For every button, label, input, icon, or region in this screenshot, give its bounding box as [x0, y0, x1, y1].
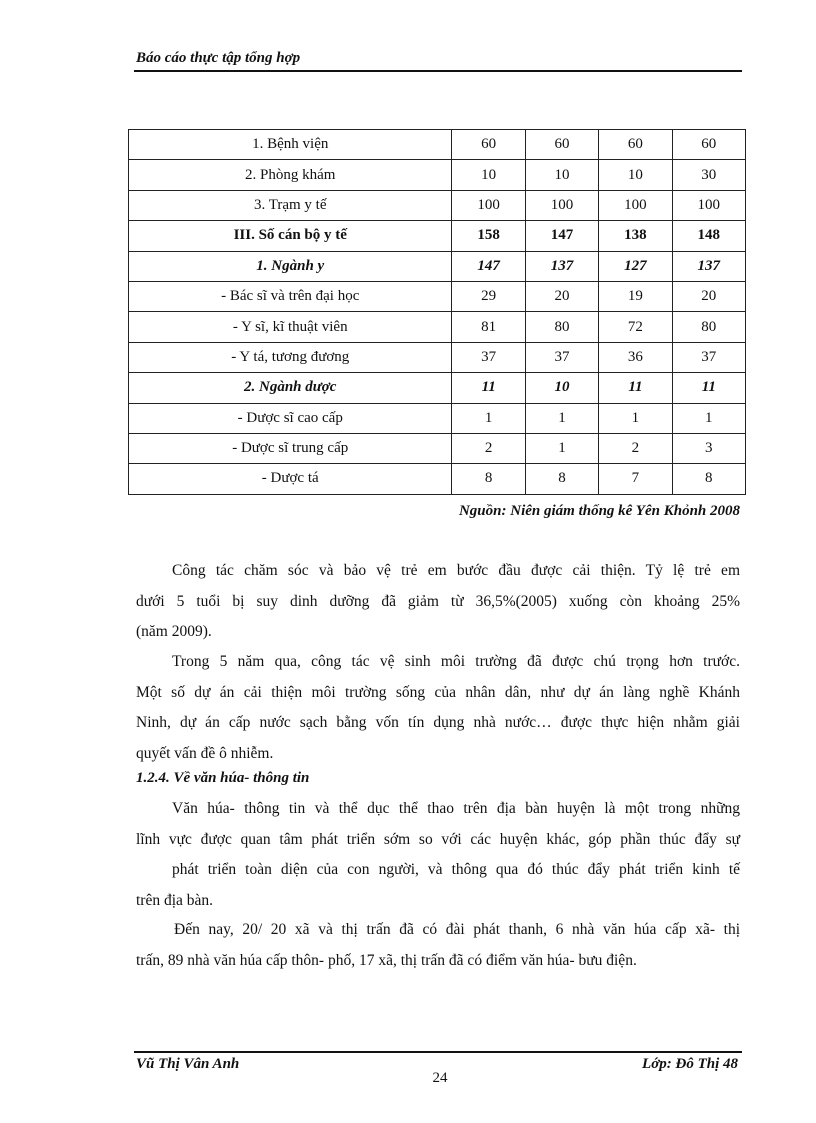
footer-author: Vũ Thị Vân Anh — [136, 1056, 240, 1072]
paragraph-child-care — [136, 556, 740, 648]
paragraph-line: dưới 5 tuổi bị suy dinh dưỡng đã giảm từ 36,5%(2005) xuống còn khoảng 25% — [136, 592, 740, 610]
row-value: 8 — [525, 464, 598, 494]
row-value: 37 — [525, 342, 598, 372]
row-label: - Y sĩ, kĩ thuật viên — [129, 312, 452, 342]
table-row — [129, 281, 746, 311]
row-value: 147 — [525, 221, 598, 251]
row-value: 100 — [599, 190, 672, 220]
row-value: 1 — [599, 403, 672, 433]
row-value: 127 — [599, 251, 672, 281]
paragraph-line: (năm 2009). — [136, 623, 212, 640]
row-label: - Dược sĩ trung cấp — [129, 433, 452, 463]
table-row — [129, 312, 746, 342]
paragraph-line: Một số dự án cải thiện môi trường sống của nhân dân, như dự án làng nghề Khánh — [136, 683, 740, 701]
paragraph-line: Công tác chăm sóc và bảo vệ trẻ em bước đầu được cải thiện. Tỷ lệ trẻ em — [172, 562, 740, 579]
row-value: 80 — [525, 312, 598, 342]
paragraph-line: Đến nay, 20/ 20 xã và thị trấn đã có đài phát thanh, 6 nhà văn húa cấp xã- thị — [174, 921, 740, 938]
row-label: - Bác sĩ và trên đại học — [129, 281, 452, 311]
table-row — [129, 221, 746, 251]
row-value: 100 — [525, 190, 598, 220]
row-value: 158 — [452, 221, 525, 251]
row-value: 11 — [672, 373, 745, 403]
paragraph-culture — [136, 794, 740, 916]
table-row — [129, 433, 746, 463]
health-statistics-table — [128, 129, 746, 495]
row-value: 60 — [452, 130, 525, 160]
row-value: 1 — [452, 403, 525, 433]
row-label: 2. Ngành dược — [129, 373, 452, 403]
row-value: 37 — [452, 342, 525, 372]
table-row — [129, 130, 746, 160]
row-value: 10 — [525, 373, 598, 403]
table-row — [129, 403, 746, 433]
row-value: 36 — [599, 342, 672, 372]
row-value: 11 — [452, 373, 525, 403]
row-value: 20 — [525, 281, 598, 311]
row-value: 8 — [672, 464, 745, 494]
row-value: 29 — [452, 281, 525, 311]
row-value: 60 — [599, 130, 672, 160]
row-value: 138 — [599, 221, 672, 251]
row-value: 10 — [452, 160, 525, 190]
paragraph-line: lĩnh vực được quan tâm phát triển sớm so với các huyện khác, góp phần thúc đẩy sự — [136, 830, 740, 848]
row-value: 60 — [525, 130, 598, 160]
paragraph-line: Văn húa- thông tin và thể dục thể thao trên địa bàn huyện là một trong những — [172, 800, 740, 817]
row-value: 8 — [452, 464, 525, 494]
row-value: 19 — [599, 281, 672, 311]
table-row — [129, 342, 746, 372]
table-source-note: Nguồn: Niên giám thống kê Yên Khỏnh 2008 — [458, 503, 740, 519]
row-value: 81 — [452, 312, 525, 342]
row-value: 3 — [672, 433, 745, 463]
document-header-title: Báo cáo thực tập tổng hợp — [136, 50, 301, 66]
paragraph-line: trấn, 89 nhà văn húa cấp thôn- phố, 17 xã, thị trấn đã có điểm văn húa- bưu điện. — [136, 951, 637, 969]
row-value: 1 — [672, 403, 745, 433]
row-label: 3. Trạm y tế — [129, 190, 452, 220]
row-value: 80 — [672, 312, 745, 342]
row-label: - Y tá, tương đương — [129, 342, 452, 372]
table-row — [129, 373, 746, 403]
section-heading-culture: 1.2.4. Về văn húa- thông tin — [136, 770, 310, 786]
table-row — [129, 251, 746, 281]
row-value: 137 — [672, 251, 745, 281]
paragraph-line: trên địa bàn. — [136, 891, 214, 909]
footer-class: Lớp: Đô Thị 48 — [642, 1056, 738, 1072]
header-divider — [134, 70, 742, 72]
row-label: III. Số cán bộ y tế — [129, 221, 452, 251]
row-value: 137 — [525, 251, 598, 281]
paragraph-line: quyết vấn đề ô nhiễm. — [136, 744, 274, 762]
page-number: 24 — [432, 1070, 448, 1086]
paragraph-line: Trong 5 năm qua, công tác vệ sinh môi trường đã được chú trọng hơn trước. — [172, 653, 740, 670]
row-value: 7 — [599, 464, 672, 494]
paragraph-facilities — [136, 915, 740, 976]
row-value: 147 — [452, 251, 525, 281]
row-label: - Dược sĩ cao cấp — [129, 403, 452, 433]
row-value: 20 — [672, 281, 745, 311]
row-value: 37 — [672, 342, 745, 372]
row-value: 1 — [525, 403, 598, 433]
row-value: 30 — [672, 160, 745, 190]
row-value: 2 — [599, 433, 672, 463]
table-row — [129, 190, 746, 220]
row-value: 10 — [599, 160, 672, 190]
row-value: 100 — [672, 190, 745, 220]
row-label: 1. Bệnh viện — [129, 130, 452, 160]
table-row — [129, 160, 746, 190]
table-row — [129, 464, 746, 494]
row-value: 11 — [599, 373, 672, 403]
paragraph-line: phát triển toàn diện của con người, và thông qua đó thúc đẩy phát triển kinh tế — [172, 861, 740, 878]
row-value: 1 — [525, 433, 598, 463]
row-label: 2. Phòng khám — [129, 160, 452, 190]
row-value: 100 — [452, 190, 525, 220]
paragraph-environment — [136, 647, 740, 769]
footer-divider — [134, 1051, 742, 1053]
row-value: 10 — [525, 160, 598, 190]
paragraph-line: Ninh, dự án cấp nước sạch bằng vốn tín dụng nhà nước… được thực hiện nhằm giải — [136, 714, 740, 731]
row-label: 1. Ngành y — [129, 251, 452, 281]
row-value: 72 — [599, 312, 672, 342]
row-value: 60 — [672, 130, 745, 160]
row-value: 2 — [452, 433, 525, 463]
row-value: 148 — [672, 221, 745, 251]
row-label: - Dược tá — [129, 464, 452, 494]
